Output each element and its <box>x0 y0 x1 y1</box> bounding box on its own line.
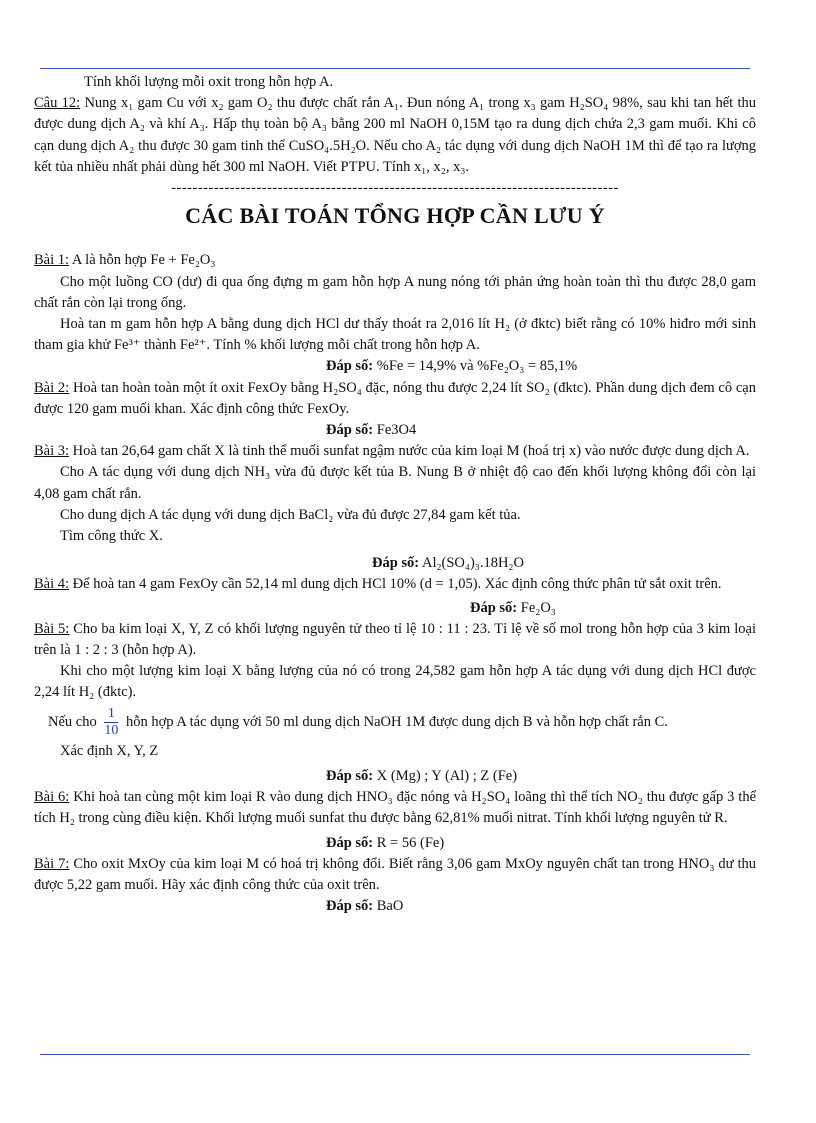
bai2-text: Hoà tan hoàn toàn một ít oxit FexOy bằng H₂SO₄ đặc, nóng thu được 2,24 lít SO₂ (đktc). Phần dung dịch đem cô cạn được 120 gam muối khan. Xác định công thức FexOy. <box>34 379 756 417</box>
bai7-answer <box>34 896 756 917</box>
fraction-numerator: 1 <box>104 706 118 723</box>
bai6-answer-value: R = 56 (Fe) <box>376 834 445 851</box>
bai5-p2-before: Nếu cho <box>48 713 97 730</box>
fraction <box>104 706 118 739</box>
bai3-p2: Cho dung dịch A tác dụng với dung dịch BaCl₂ vừa đủ được 27,84 gam kết tủa. <box>60 506 521 523</box>
bai3-answer-value: Al₂(SO₄)₃.18H₂O <box>421 555 524 572</box>
section-title: CÁC BÀI TOÁN TỔNG HỢP CẦN LƯU Ý <box>185 203 605 229</box>
document-body <box>34 72 756 917</box>
bai4-label: Bài 4: <box>34 576 70 593</box>
bai3-label: Bài 3: <box>34 443 70 460</box>
bai1-p1: Cho một luồng CO (dư) đi qua ống đựng m gam hỗn hợp A nung nóng tới phản ứng hoàn toàn thì thu được 28,0 gam chất rắn còn lại trong ống. <box>34 273 756 311</box>
cau12-paragraph <box>34 93 756 178</box>
bai6-paragraph <box>34 787 756 829</box>
bai2-paragraph <box>34 378 756 420</box>
bai1-answer-label: Đáp số: <box>326 358 374 375</box>
bai4-answer <box>34 598 756 619</box>
bai7-text: Cho oxit MxOy của kim loại M có hoá trị không đổi. Biết rằng 3,06 gam MxOy nguyên chất tan trong HNO₃ dư thu được 5,22 gam muối. Hãy xác định công thức của oxit trên. <box>34 855 757 893</box>
bai4-answer-value: Fe₂O₃ <box>520 599 556 616</box>
bai6-answer-label: Đáp số: <box>326 834 374 851</box>
bai7-label: Bài 7: <box>34 855 70 872</box>
bai3-paragraph <box>34 441 756 462</box>
top-rule <box>40 68 750 69</box>
bai5-answer-value: X (Mg) ; Y (Al) ; Z (Fe) <box>376 767 518 784</box>
bai2-answer-value: Fe3O4 <box>376 422 417 439</box>
bai1-p2: Hoà tan m gam hỗn hợp A bằng dung dịch HCl dư thấy thoát ra 2,016 lít H₂ (ở đktc) biết rằng có 10% hiđro mới sinh tham gia khử Fe³⁺ thành Fe²⁺. Tính % khối lượng mỗi chất trong hỗn hợp A. <box>34 316 756 354</box>
bai5-p2-after: hỗn hợp A tác dụng với 50 ml dung dịch NaOH 1M được dung dịch B và hỗn hợp chất rắn C. <box>125 713 668 730</box>
bai1-intro: A là hỗn hợp Fe + Fe₂O₃ <box>71 252 216 269</box>
bai2-label: Bài 2: <box>34 379 70 396</box>
bai1-answer <box>34 356 756 377</box>
bai5-paragraph <box>34 619 756 661</box>
fraction-denominator: 10 <box>104 722 119 738</box>
bai3-p1: Cho A tác dụng với dung dịch NH₃ vừa đủ được kết tủa B. Nung B ở nhiệt độ cao đến khối lượng không đổi còn lại 4,08 gam chất rắn. <box>34 464 756 502</box>
bottom-rule <box>40 1054 750 1055</box>
bai7-answer-value: BaO <box>376 898 404 915</box>
bai5-answer <box>34 766 756 787</box>
separator: ------------------------------------------------------------------------------------ <box>171 180 619 197</box>
bai7-answer-label: Đáp số: <box>326 898 374 915</box>
bai5-label: Bài 5: <box>34 620 70 637</box>
bai3-answer-label: Đáp số: <box>372 555 420 572</box>
bai4-paragraph <box>34 574 756 595</box>
bai5-text: Cho ba kim loại X, Y, Z có khối lượng nguyên tử theo tỉ lệ 10 : 11 : 23. Tỉ lệ về số mol trong hỗn hợp của 3 kim loại trên là 1 : 2 : 3 (hỗn hợp A). <box>34 620 756 659</box>
bai6-text: Khi hoà tan cùng một kim loại R vào dung dịch HNO₃ đặc nóng và H₂SO₄ loãng thì thể tích NO₂ thu được gấp 3 thể tích H₂ trong cùng điều kiện. Khối lượng muối sunfat thu được bằng 62,81% muối nitrat. Tính khối lượng nguyên tử R. <box>34 789 757 827</box>
bai4-answer-label: Đáp số: <box>470 599 518 616</box>
top-line-text: Tính khối lượng mỗi oxit trong hỗn hợp A. <box>84 74 334 90</box>
bai3-text: Hoà tan 26,64 gam chất X là tinh thể muối sunfat ngậm nước của kim loại M (hoá trị x) vào nước được dung dịch A. <box>72 443 750 460</box>
bai5-p2 <box>34 706 756 739</box>
bai1-answer-value: %Fe = 14,9% và %Fe₂O₃ = 85,1% <box>376 358 578 375</box>
bai5-p1: Khi cho một lượng kim loại X bằng lượng của nó có trong 24,582 gam hỗn hợp A tác dụng với dung dịch HCl được 2,24 lít H₂ (đktc). <box>34 663 756 701</box>
bai7-paragraph <box>34 854 756 896</box>
bai6-label: Bài 6: <box>34 789 70 806</box>
bai1-heading <box>34 250 756 271</box>
bai3-p3: Tìm công thức X. <box>60 528 163 545</box>
bai2-answer-label: Đáp số: <box>326 422 374 439</box>
cau12-label: Câu 12: <box>34 95 81 112</box>
bai5-p3: Xác định X, Y, Z <box>60 742 159 759</box>
bai2-answer <box>34 420 756 441</box>
bai4-text: Để hoà tan 4 gam FexOy cần 52,14 ml dung dịch HCl 10% (d = 1,05). Xác định công thức phân tử sắt oxit trên. <box>72 576 722 593</box>
bai3-answer <box>34 553 756 574</box>
bai1-label: Bài 1: <box>34 252 70 269</box>
cau12-text: Nung x₁ gam Cu với x₂ gam O₂ thu được chất rắn A₁. Đun nóng A₁ trong x₃ gam H₂SO₄ 98%, sau khi tan hết thu được dung dịch A₂ và khí A₃. Hấp thụ toàn bộ A₃ bằng 200 ml NaOH 0,15M tạo ra dung dịch chứa 2,3 gam muối. Khi cô cạn dung dịch A₂ thu được 30 gam tinh thể CuSO₄.5H₂O. Nếu cho A₂ tác dụng với dung dịch NaOH 1M thì để tạo ra lượng kết tủa nhiều nhất phải dùng hết 300 ml NaOH. Viết PTPU. Tính x₁, x₂, x₃. <box>34 95 757 175</box>
bai5-answer-label: Đáp số: <box>326 767 374 784</box>
bai6-answer <box>34 833 756 854</box>
